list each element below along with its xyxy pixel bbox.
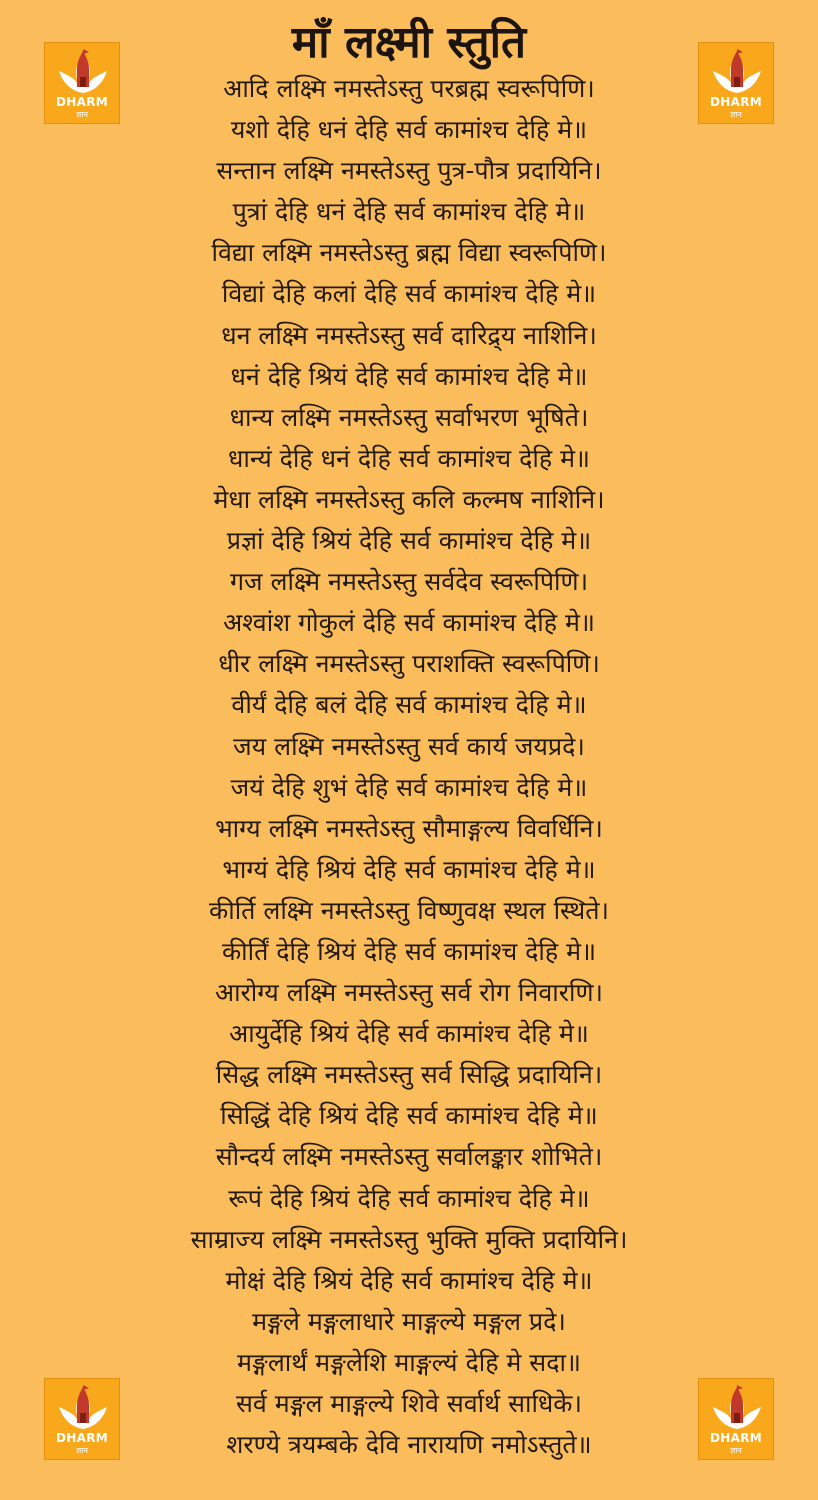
verse-line: विद्यां देहि कलां देहि सर्व कामांश्च देहि मे॥ — [221, 279, 597, 309]
verse-line: धनं देहि श्रियं देहि सर्व कामांश्च देहि मे॥ — [230, 361, 588, 391]
verse-line: आयुर्देहि श्रियं देहि सर्व कामांश्च देहि मे॥ — [229, 1019, 589, 1049]
logo-subtext: ज्ञान — [730, 1446, 742, 1455]
logo-text: DHARM — [56, 95, 108, 109]
verse-line: धान्य लक्ष्मि नमस्तेऽस्तु सर्वाभरण भूषिते। — [229, 402, 589, 432]
verse-line: विद्या लक्ष्मि नमस्तेऽस्तु ब्रह्म विद्या स्वरूपिणि। — [211, 238, 607, 268]
verse-line: सौन्दर्य लक्ष्मि नमस्तेऽस्तु सर्वालङ्कार शोभिते। — [215, 1142, 603, 1172]
verse-line: जय लक्ष्मि नमस्तेऽस्तु सर्व कार्य जयप्रदे। — [233, 731, 585, 761]
verse-line: आदि लक्ष्मि नमस्तेऽस्तु परब्रह्म स्वरूपिणि। — [223, 74, 595, 103]
page-title: माँ लक्ष्मी स्तुति — [291, 17, 527, 68]
verse-line: आरोग्य लक्ष्मि नमस्तेऽस्तु सर्व रोग निवारणि। — [214, 978, 603, 1008]
verse-line: यशो देहि धनं देहि सर्व कामांश्च देहि मे॥ — [230, 115, 588, 145]
logo-subtext: ज्ञान — [76, 110, 88, 119]
verse-line: भाग्यं देहि श्रियं देहि सर्व कामांश्च देहि मे॥ — [222, 854, 596, 884]
verse-line: सर्व मङ्गल माङ्गल्ये शिवे सर्वार्थ साधिके। — [236, 1389, 582, 1418]
verse-line: प्रज्ञां देहि श्रियं देहि सर्व कामांश्च देहि मे॥ — [226, 526, 592, 556]
verse-line: कीर्तिं देहि श्रियं देहि सर्व कामांश्च देहि मे॥ — [221, 936, 597, 966]
logo-subtext: ज्ञान — [76, 1446, 88, 1455]
verse-line: पुत्रां देहि धनं देहि सर्व कामांश्च देहि मे॥ — [232, 197, 586, 227]
verse-line: जयं देहि शुभं देहि सर्व कामांश्च देहि मे॥ — [230, 772, 588, 802]
verse-line: गज लक्ष्मि नमस्तेऽस्तु सर्वदेव स्वरूपिणि। — [229, 567, 589, 597]
verse-line: मङ्गले मङ्गलाधारे माङ्गल्ये मङ्गल प्रदे। — [252, 1306, 566, 1336]
verse-line: मोक्षं देहि श्रियं देहि सर्व कामांश्च देहि मे॥ — [225, 1265, 593, 1295]
verse-line: मङ्गलार्थं मङ्गलेशि माङ्गल्यं देहि मे सदा॥ — [237, 1347, 581, 1377]
verse-line: रूपं देहि श्रियं देहि सर्व कामांश्च देहि मे॥ — [228, 1183, 590, 1213]
logo-subtext: ज्ञान — [730, 110, 742, 119]
verse-line: साम्राज्य लक्ष्मि नमस्तेऽस्तु भुक्ति मुक्ति प्रदायिनि। — [190, 1224, 628, 1254]
verse-line: धीर लक्ष्मि नमस्तेऽस्तु पराशक्ति स्वरूपिणि। — [218, 649, 600, 679]
verse-line: धान्यं देहि धनं देहि सर्व कामांश्च देहि मे॥ — [227, 443, 590, 473]
verse-line: अश्वांश गोकुलं देहि सर्व कामांश्च देहि मे॥ — [223, 608, 595, 638]
logo-text: DHARM — [710, 1431, 762, 1445]
verse-line: मेधा लक्ष्मि नमस्तेऽस्तु कलि कल्मष नाशिनि। — [213, 484, 605, 514]
verse-line: धन लक्ष्मि नमस्तेऽस्तु सर्व दारिद्र्य नाशिनि। — [221, 320, 597, 350]
logo-text: DHARM — [56, 1431, 108, 1445]
verse-line: भाग्य लक्ष्मि नमस्तेऽस्तु सौमाङ्गल्य विवर्धिनि। — [215, 813, 603, 843]
verse-line: सिद्धिं देहि श्रियं देहि सर्व कामांश्च देहि मे॥ — [220, 1101, 598, 1131]
verse-line: सिद्ध लक्ष्मि नमस्तेऽस्तु सर्व सिद्धि प्रदायिनि। — [215, 1060, 603, 1090]
verse-line: सन्तान लक्ष्मि नमस्तेऽस्तु पुत्र-पौत्र प्रदायिनि। — [216, 156, 602, 186]
logo-text: DHARM — [710, 95, 762, 109]
verse-line: शरण्ये त्रयम्बके देवि नारायणि नमोऽस्तुते॥ — [226, 1430, 592, 1460]
verse-line: वीर्यं देहि बलं देहि सर्व कामांश्च देहि मे॥ — [231, 690, 587, 720]
verse-line: कीर्ति लक्ष्मि नमस्तेऽस्तु विष्णुवक्ष स्थल स्थिते। — [209, 895, 609, 925]
stuti-verses — [0, 68, 818, 1465]
